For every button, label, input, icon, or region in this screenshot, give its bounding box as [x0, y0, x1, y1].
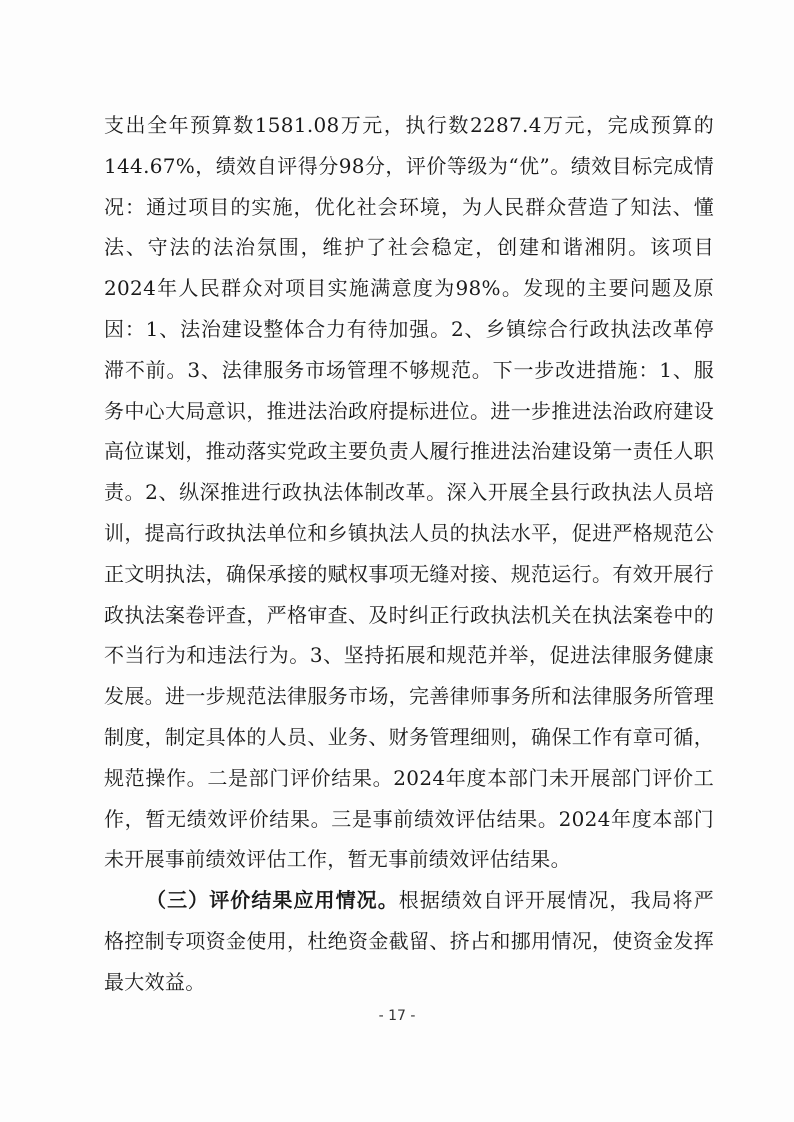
section-text: 根据绩效自评开展情况，我局将严格控制专项资金使用，杜绝资金截留、挤占和挪用情况，使资金发挥最大效益。 — [104, 888, 714, 994]
body-paragraph-2 — [104, 880, 714, 1002]
section-heading: （三）评价结果应用情况。 — [146, 888, 399, 912]
page-number: - 17 - — [378, 1008, 416, 1024]
body-paragraph-1: 支出全年预算数1581.08万元，执行数2287.4万元，完成预算的144.67%，绩效自评得分98分，评价等级为“优”。绩效目标完成情况：通过项目的实施，优化社会环境，为人民群众营造了知法、懂法、守法的法治氛围，维护了社会稳定，创建和谐湘阴。该项目2024年人民群众对项目实施满意度为98%。发现的主要问题及原因：1、法治建设整体合力有待加强。2、乡镇综合行政执法改革停滞不前。3、法律服务市场管理不够规范。下一步改进措施：1、服务中心大局意识，推进法治政府提标进位。进一步推进法治政府建设高位谋划，推动落实党政主要负责人履行推进法治建设第一责任人职责。2、纵深推进行政执法体制改革。深入开展全县行政执法人员培训，提高行政执法单位和乡镇执法人员的执法水平，促进严格规范公正文明执法，确保承接的赋权事项无缝对接、规范运行。有效开展行政执法案卷评查，严格审查、及时纠正行政执法机关在执法案卷中的不当行为和违法行为。3、坚持拓展和规范并举，促进法律服务健康发展。进一步规范法律服务市场，完善律师事务所和法律服务所管理制度，制定具体的人员、业务、财务管理细则，确保工作有章可循，规范操作。二是部门评价结果。2024年度本部门未开展部门评价工作，暂无绩效评价结果。三是事前绩效评估结果。2024年度本部门未开展事前绩效评估工作，暂无事前绩效评估结果。 — [104, 113, 714, 872]
